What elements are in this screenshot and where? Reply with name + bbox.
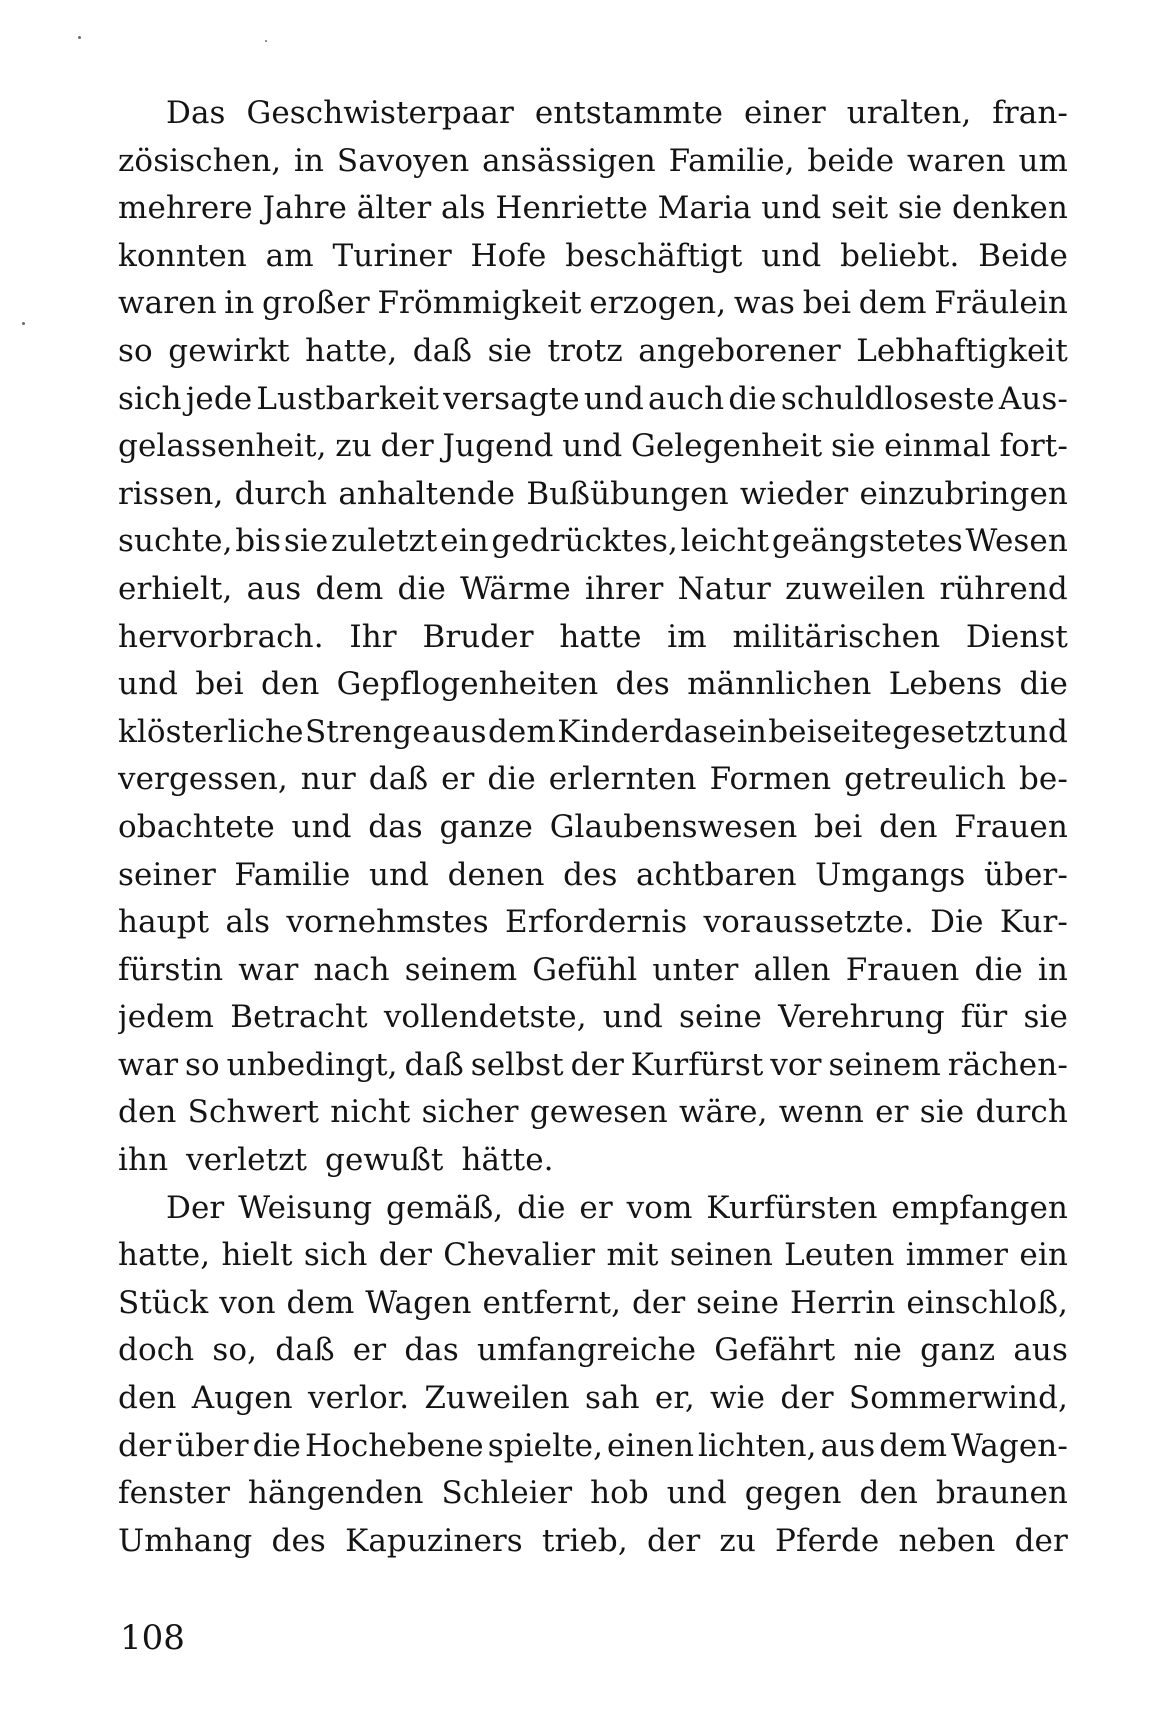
word: und (602, 999, 663, 1036)
text-line (118, 90, 1068, 138)
word: gemäß, (386, 1189, 504, 1226)
text-line (118, 280, 1068, 328)
word: dem (879, 1427, 948, 1464)
word: einen (607, 1427, 695, 1464)
word: und (291, 808, 352, 845)
word: seinem (404, 951, 518, 988)
word: Bruder (422, 618, 534, 655)
word: Kurfürsten (706, 1189, 878, 1226)
word: erhielt, (118, 570, 233, 607)
text-line (118, 804, 1068, 852)
text-line (118, 661, 1068, 709)
word: umfangreiche (477, 1332, 697, 1369)
page-number: 108 (120, 1618, 185, 1658)
text-line (118, 1375, 1068, 1423)
word: immer (905, 1237, 1009, 1274)
word: und (118, 666, 179, 703)
word: fran- (992, 95, 1068, 131)
word: des (271, 1522, 326, 1559)
word: konnten (118, 237, 247, 274)
word: Maria (657, 190, 752, 227)
text-line (118, 1423, 1068, 1471)
word: durch (975, 1094, 1068, 1131)
text-line (118, 852, 1068, 900)
word: als (225, 904, 271, 941)
word: war (118, 1046, 179, 1083)
text-line (118, 899, 1068, 947)
word: Frömmigkeit (377, 285, 582, 322)
word: am (265, 237, 314, 274)
word: vom (626, 1189, 693, 1226)
word: zuweilen (785, 570, 926, 607)
word: so, (212, 1332, 258, 1369)
word: den (260, 666, 320, 703)
word: fürstin (118, 951, 224, 988)
word: waren (907, 142, 1006, 179)
word: der (646, 1522, 701, 1559)
word: hielt (221, 1237, 293, 1274)
word: Frauen (845, 951, 960, 988)
word: dem (858, 285, 927, 322)
word: daß (404, 1046, 464, 1083)
text-line (118, 1518, 1068, 1566)
word: Augen (191, 1380, 293, 1417)
word: sie (1023, 999, 1068, 1036)
word: hervorbrach. (118, 618, 324, 655)
word: rächen- (947, 1046, 1068, 1083)
word: großer (262, 285, 370, 322)
word: getreulich (844, 761, 1007, 798)
word: geängstetes (771, 523, 963, 560)
word: um (1018, 142, 1068, 179)
word: be- (1018, 761, 1068, 798)
word: Der (166, 1189, 225, 1226)
word: gelassenheit, (118, 428, 327, 465)
word: sicher (421, 1094, 519, 1131)
word: das (368, 808, 423, 845)
word: über- (983, 856, 1068, 893)
word: empfangen (891, 1189, 1068, 1226)
word: aus (246, 570, 302, 607)
word: Frauen (954, 808, 1068, 845)
word: zu (335, 428, 372, 465)
word: sie (487, 332, 533, 369)
word: rührend (939, 570, 1068, 607)
word: ihrer (585, 570, 664, 607)
word: anhaltende (338, 475, 516, 512)
word: er, (654, 1380, 695, 1417)
word: neben (898, 1522, 996, 1559)
word: was (733, 285, 796, 322)
word: einmal (884, 428, 991, 465)
word: Kapuziners (345, 1522, 523, 1559)
word: gewirkt (168, 332, 290, 369)
word: Beide (978, 237, 1068, 274)
word: wieder (739, 475, 849, 512)
word: Hofe (470, 237, 547, 274)
word: Geschwisterpaar (246, 95, 514, 131)
word: Stück (118, 1284, 209, 1321)
word: als (440, 190, 486, 227)
word: Gelegenheit (630, 428, 823, 465)
word: Verehrung (778, 999, 945, 1036)
word: vollendetste, (383, 999, 587, 1036)
word: obachtete (118, 808, 275, 845)
word: seine (679, 999, 762, 1036)
word: ganze (439, 808, 533, 845)
scan-speck (265, 40, 267, 42)
word: Chevalier (443, 1237, 596, 1274)
word: er (352, 1332, 387, 1369)
word: daß (275, 1332, 335, 1369)
word: sie (897, 190, 943, 227)
text-line (118, 566, 1068, 614)
word: die (728, 380, 777, 417)
word: Kurfürst (630, 1046, 764, 1083)
word: bis (235, 523, 282, 560)
word: ein (440, 523, 489, 560)
text-line (118, 138, 1068, 186)
word: seit (831, 190, 889, 227)
word: ein (1019, 1237, 1068, 1274)
word: die (252, 1427, 301, 1464)
word: Das (166, 95, 226, 131)
word: ganz (920, 1332, 996, 1369)
word: Die (930, 904, 984, 941)
word: des (563, 856, 618, 893)
word: Gefährt (714, 1332, 836, 1369)
word: entstammte (534, 95, 724, 131)
text-line (118, 756, 1068, 804)
word: leicht (680, 523, 770, 560)
word: gegen (744, 1475, 842, 1512)
word: gewesen (529, 1094, 668, 1131)
word: daß (412, 332, 473, 369)
word: gedrücktes, (491, 523, 678, 560)
word: Pferde (775, 1522, 880, 1559)
word: nur (300, 761, 356, 798)
word: durch (234, 475, 328, 512)
word: schuldloseste (780, 380, 995, 417)
word: trieb, (541, 1522, 628, 1559)
word: aus (431, 713, 487, 750)
word: hatte, (305, 332, 398, 369)
word: klösterliche (118, 713, 304, 750)
word: Turiner (332, 237, 452, 274)
word: Lebens (888, 666, 1003, 703)
word: hob (590, 1475, 649, 1512)
word: seiner (118, 856, 216, 893)
word: und (562, 428, 623, 465)
word: der (780, 1380, 834, 1417)
text-line (118, 1042, 1068, 1090)
word: fenster (118, 1475, 231, 1512)
word: unter (652, 951, 739, 988)
word: der (118, 1427, 172, 1464)
word: die (1019, 666, 1068, 703)
word: der (1014, 1522, 1068, 1559)
scan-speck (22, 322, 25, 325)
word: und (761, 237, 822, 274)
word: voraussetzte. (703, 904, 914, 941)
text-line (118, 471, 1068, 519)
word: denen (447, 856, 545, 893)
word: mit (606, 1237, 659, 1274)
word: nicht (330, 1094, 411, 1131)
word: mehrere (118, 190, 253, 227)
word: für (960, 999, 1008, 1036)
word: hatte (559, 618, 642, 655)
word: Leuten (784, 1237, 895, 1274)
word: braunen (935, 1475, 1068, 1512)
word: zu (719, 1522, 756, 1559)
word: bei (195, 666, 244, 703)
text-line (118, 376, 1068, 424)
text-line (118, 994, 1068, 1042)
word: Umhang (118, 1522, 253, 1559)
word: sich (118, 380, 182, 417)
word: Dienst (965, 618, 1068, 655)
word: von (219, 1284, 276, 1321)
word: zösischen, (118, 142, 282, 179)
scan-speck (78, 36, 81, 39)
word: Wesen (965, 523, 1068, 560)
word: bei (802, 285, 852, 322)
word: älter (356, 190, 432, 227)
word: in (224, 285, 255, 322)
word: in (294, 142, 325, 179)
word: erlernten (548, 761, 697, 798)
word: hängenden (247, 1475, 424, 1512)
word: nie (853, 1332, 902, 1369)
word: Jahre (262, 190, 348, 227)
word: seinem (828, 1046, 941, 1083)
word: Hochebene (304, 1427, 484, 1464)
word: der (631, 1284, 686, 1321)
word: vor (770, 1046, 822, 1083)
word: dem (286, 1284, 355, 1321)
word: beliebt. (840, 237, 960, 274)
body-text (118, 90, 1068, 1565)
word: die (487, 761, 536, 798)
word: ansässigen (482, 142, 656, 179)
word: den (859, 1475, 918, 1512)
word: den (879, 808, 938, 845)
word: Schleier (441, 1475, 573, 1512)
word: auch (648, 380, 725, 417)
text-line (118, 1470, 1068, 1518)
word: er (579, 1189, 613, 1226)
word: sie (830, 428, 876, 465)
word: einer (743, 95, 826, 131)
word: über (175, 1427, 249, 1464)
word: so (185, 1046, 220, 1083)
word: versagte (443, 380, 580, 417)
word: rissen, (118, 475, 224, 512)
word: er (875, 1094, 909, 1131)
word: der (380, 428, 434, 465)
word: zuletzt (330, 523, 438, 560)
word: Familie (234, 856, 351, 893)
word: unbedingt, (226, 1046, 398, 1083)
word: uralten, (846, 95, 972, 131)
word: Wärme (460, 570, 571, 607)
word: achtbaren (636, 856, 797, 893)
word: fort- (999, 428, 1068, 465)
word: seinen (669, 1237, 773, 1274)
word: Familie, (668, 142, 795, 179)
word: Aus- (998, 380, 1068, 417)
word: doch (118, 1332, 195, 1369)
text-line (118, 1280, 1068, 1328)
text-line (118, 423, 1068, 471)
word: aus (820, 1427, 876, 1464)
text-line (118, 1185, 1068, 1233)
word: aus (1013, 1332, 1068, 1369)
word: die (974, 951, 1023, 988)
text-line (118, 709, 1068, 757)
word: Jugend (442, 428, 554, 465)
word: jede (185, 380, 253, 417)
word: sich (303, 1237, 368, 1274)
word: Lustbarkeit (256, 380, 440, 417)
word: in (1037, 951, 1068, 988)
word: Savoyen (336, 142, 470, 179)
word: der (570, 1046, 624, 1083)
word: wie (710, 1380, 766, 1417)
text-line (118, 947, 1068, 995)
word: haupt (118, 904, 210, 941)
text-line (118, 518, 1068, 566)
word: und (1007, 713, 1068, 750)
word: vornehmstes (286, 904, 489, 941)
word: entfernt, (482, 1284, 622, 1321)
word: bei (813, 808, 863, 845)
word: beschäftigt (565, 237, 743, 274)
word: wäre, (679, 1094, 768, 1131)
word: die (517, 1189, 566, 1226)
word: den (118, 1380, 177, 1417)
word: Strenge (304, 713, 431, 750)
word: der (378, 1237, 432, 1274)
word: das (404, 1332, 459, 1369)
text-line (118, 1089, 1068, 1137)
word: selbst (470, 1046, 564, 1083)
word: dem (315, 570, 384, 607)
word: und (583, 380, 644, 417)
word: und (369, 856, 430, 893)
word: dem (487, 713, 556, 750)
word: beide (807, 142, 895, 179)
word: den (118, 1094, 177, 1131)
text-line (118, 328, 1068, 376)
word: wenn (778, 1094, 864, 1131)
text-line (118, 233, 1068, 281)
word: einschloß, (906, 1284, 1068, 1321)
word: spielte, (487, 1427, 604, 1464)
word: Ihr (349, 618, 397, 655)
word: Bußübungen (526, 475, 729, 512)
word: Natur (677, 570, 771, 607)
word: Lebhaftigkeit (856, 332, 1068, 369)
word: vergessen, (118, 761, 288, 798)
word: Gepflogenheiten (336, 666, 599, 703)
word: angeborener (638, 332, 841, 369)
word: Formen (709, 761, 832, 798)
word: militärischen (732, 618, 941, 655)
word: verlor. (307, 1380, 410, 1417)
word: Henriette (495, 190, 648, 227)
word: sie (283, 523, 329, 560)
word: einzubringen (859, 475, 1068, 512)
word: Zuweilen (424, 1380, 570, 1417)
word: er (441, 761, 475, 798)
word: nach (313, 951, 390, 988)
word: Kinderdasein (557, 713, 767, 750)
word: Umgangs (815, 856, 966, 893)
text-line (118, 614, 1068, 662)
word: trotz (547, 332, 623, 369)
word: Gefühl (532, 951, 638, 988)
word: und (666, 1475, 727, 1512)
word: allen (753, 951, 831, 988)
word: erzogen, (589, 285, 727, 322)
word: sah (584, 1380, 640, 1417)
text-line (118, 185, 1068, 233)
word: war (238, 951, 299, 988)
word: des (615, 666, 670, 703)
word: und (761, 190, 822, 227)
word: Glaubenswesen (549, 808, 798, 845)
text-line (118, 1327, 1068, 1375)
word: denken (952, 190, 1068, 227)
word: suchte, (118, 523, 233, 560)
text-line (118, 1232, 1068, 1280)
word: Sommerwind, (848, 1380, 1068, 1417)
word: beiseitegesetzt (768, 713, 1007, 750)
word: Schwert (187, 1094, 320, 1131)
word: lichten, (698, 1427, 817, 1464)
word: männlichen (687, 666, 872, 703)
word: sie (919, 1094, 965, 1131)
word: seine (696, 1284, 780, 1321)
word: Herrin (789, 1284, 896, 1321)
word: so (118, 332, 153, 369)
word: jedem (118, 999, 215, 1036)
word: die (397, 570, 446, 607)
word: Wagen (365, 1284, 472, 1321)
text-line: ihn verletzt gewußt hätte. (118, 1142, 554, 1179)
word: Weisung (238, 1189, 373, 1226)
word: Fräulein (934, 285, 1068, 322)
word: im (667, 618, 707, 655)
word: daß (368, 761, 429, 798)
word: hatte, (118, 1237, 211, 1274)
word: Kur- (999, 904, 1068, 941)
word: waren (118, 285, 217, 322)
word: Wagen- (951, 1427, 1068, 1464)
word: Betracht (230, 999, 368, 1036)
word: Erfordernis (504, 904, 688, 941)
